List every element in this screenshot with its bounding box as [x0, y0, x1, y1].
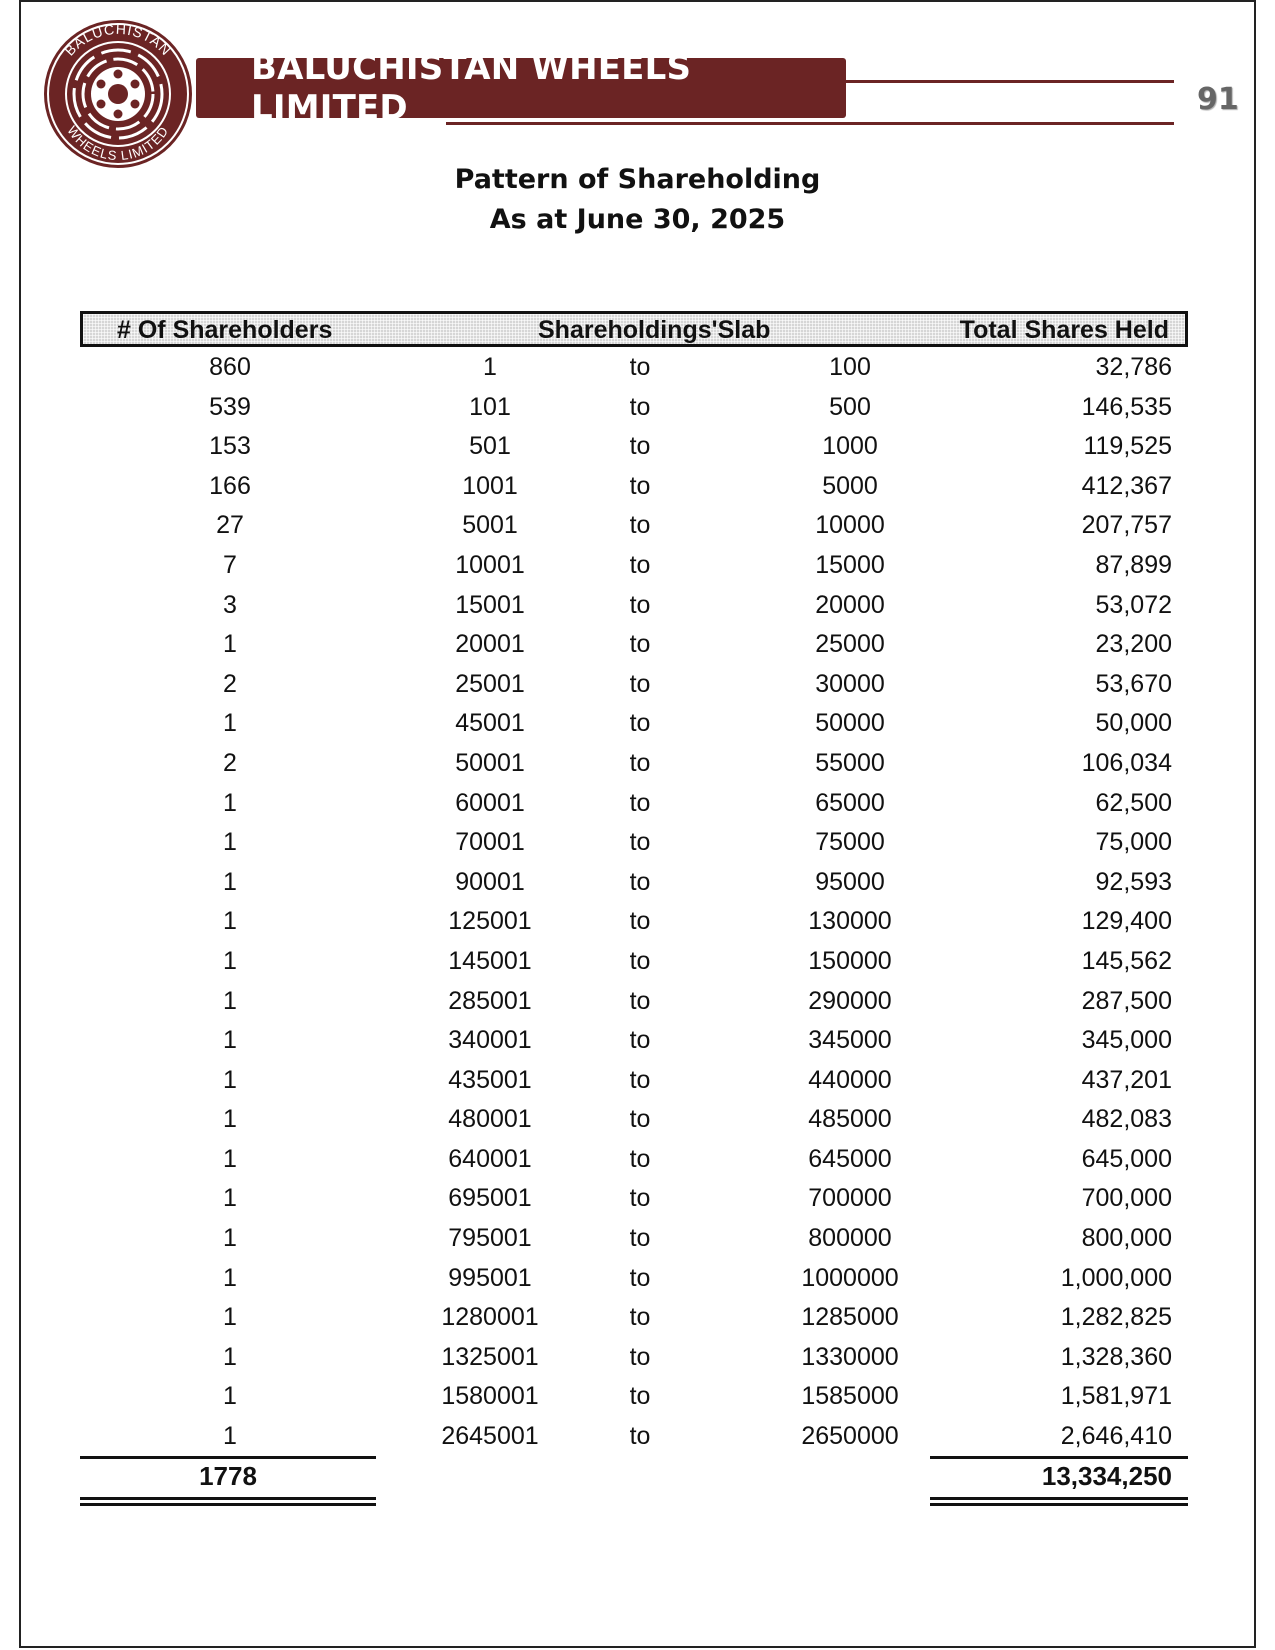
cell-slab-upper: 10000: [815, 511, 885, 540]
cell-slab-to-label: to: [629, 1224, 651, 1253]
total-shareholders: 1778: [199, 1460, 257, 1491]
table-row: [80, 664, 1188, 704]
cell-slab-to-label: to: [629, 669, 651, 698]
cell-slab-upper: 25000: [815, 630, 885, 659]
cell-slab-upper: 75000: [815, 828, 885, 857]
cell-total-shares: 1,282,825: [1060, 1303, 1172, 1332]
cell-slab-to-label: to: [629, 1303, 651, 1332]
table-row: [80, 783, 1188, 823]
cell-slab-from: 695001: [448, 1184, 532, 1213]
cell-shareholders: 1: [223, 1144, 237, 1173]
company-logo-icon: [38, 18, 198, 170]
cell-slab-to-label: to: [629, 550, 651, 579]
table-row: [80, 387, 1188, 427]
cell-shareholders: 1: [223, 1342, 237, 1371]
cell-shareholders: 1: [223, 1263, 237, 1292]
cell-slab-to-label: to: [629, 1184, 651, 1213]
svg-text:WHEELS LIMITED: WHEELS LIMITED: [64, 123, 172, 164]
table-row: [80, 1218, 1188, 1258]
cell-slab-to-label: to: [629, 392, 651, 421]
cell-shareholders: 3: [223, 590, 237, 619]
cell-shareholders: 860: [209, 353, 251, 381]
cell-slab-upper: 1285000: [801, 1303, 899, 1332]
cell-slab-upper: 50000: [815, 709, 885, 738]
cell-slab-to-label: to: [629, 1263, 651, 1292]
cell-shareholders: 166: [209, 471, 251, 500]
cell-shareholders: 1: [223, 630, 237, 659]
cell-total-shares: 75,000: [1095, 828, 1172, 857]
cell-shareholders: 1: [223, 709, 237, 738]
cell-slab-to-label: to: [629, 1422, 651, 1451]
table-row: [80, 703, 1188, 743]
table-row: [80, 585, 1188, 625]
cell-slab-upper: 700000: [808, 1184, 892, 1213]
cell-slab-from: 2645001: [441, 1422, 539, 1451]
cell-slab-upper: 150000: [808, 946, 892, 975]
table-row: [80, 426, 1188, 466]
cell-slab-to-label: to: [629, 432, 651, 461]
company-name: BALUCHISTAN WHEELS LIMITED: [251, 48, 692, 128]
table-row: [80, 1060, 1188, 1100]
cell-shareholders: 1: [223, 986, 237, 1015]
cell-slab-to-label: to: [629, 1144, 651, 1173]
cell-slab-to-label: to: [629, 1026, 651, 1055]
cell-slab-from: 501: [469, 432, 511, 461]
cell-slab-upper: 290000: [808, 986, 892, 1015]
total-shares: 13,334,250: [1041, 1460, 1172, 1491]
cell-slab-to-label: to: [629, 748, 651, 777]
cell-shareholders: 1: [223, 1224, 237, 1253]
cell-slab-upper: 65000: [815, 788, 885, 817]
cell-slab-from: 25001: [455, 669, 525, 698]
cell-total-shares: 62,500: [1095, 788, 1172, 817]
table-row: [80, 743, 1188, 783]
cell-slab-upper: 345000: [808, 1026, 892, 1055]
table-row: [80, 1099, 1188, 1139]
cell-slab-from: 5001: [462, 511, 518, 540]
cell-slab-to-label: to: [629, 353, 651, 381]
cell-total-shares: 92,593: [1095, 867, 1172, 896]
table-row: [80, 981, 1188, 1021]
cell-shareholders: 1: [223, 1105, 237, 1134]
table-row: [80, 1139, 1188, 1179]
totals-row: [80, 1456, 1188, 1506]
cell-slab-from: 70001: [455, 828, 525, 857]
table-row: [80, 1337, 1188, 1377]
cell-total-shares: 287,500: [1081, 986, 1172, 1015]
cell-total-shares: 119,525: [1083, 432, 1172, 461]
table-row: [80, 545, 1188, 585]
cell-shareholders: 27: [216, 511, 244, 540]
cell-shareholders: 153: [209, 432, 251, 461]
cell-slab-upper: 1000000: [801, 1263, 899, 1292]
table-row: [80, 624, 1188, 664]
cell-total-shares: 146,535: [1081, 392, 1172, 421]
cell-shareholders: 7: [223, 550, 237, 579]
cell-total-shares: 1,581,971: [1060, 1382, 1172, 1411]
cell-total-shares: 1,328,360: [1060, 1342, 1172, 1371]
cell-slab-to-label: to: [629, 946, 651, 975]
cell-slab-to-label: to: [629, 1342, 651, 1371]
cell-slab-from: 101: [469, 392, 511, 421]
shareholding-table: [80, 311, 1188, 1506]
table-row: [80, 1178, 1188, 1218]
cell-slab-from: 285001: [448, 986, 532, 1015]
cell-slab-upper: 20000: [815, 590, 885, 619]
cell-total-shares: 207,757: [1081, 511, 1172, 540]
cell-slab-to-label: to: [629, 630, 651, 659]
table-row: [80, 1416, 1188, 1456]
cell-slab-from: 145001: [448, 946, 532, 975]
cell-slab-upper: 485000: [808, 1105, 892, 1134]
cell-total-shares: 2,646,410: [1060, 1422, 1172, 1451]
cell-slab-to-label: to: [629, 828, 651, 857]
page-number: 91: [1197, 82, 1239, 117]
cell-shareholders: 1: [223, 946, 237, 975]
table-row: [80, 1297, 1188, 1337]
cell-slab-from: 15001: [455, 590, 525, 619]
cell-slab-from: 340001: [448, 1026, 532, 1055]
table-body: [80, 347, 1188, 1456]
cell-slab-to-label: to: [629, 986, 651, 1015]
cell-slab-upper: 100: [829, 353, 871, 381]
total-shareholders-box: [80, 1456, 376, 1497]
cell-slab-upper: 15000: [815, 550, 885, 579]
cell-total-shares: 412,367: [1081, 471, 1172, 500]
svg-text:BALUCHISTAN: BALUCHISTAN: [61, 20, 175, 59]
cell-slab-upper: 95000: [815, 867, 885, 896]
cell-slab-from: 90001: [455, 867, 525, 896]
cell-slab-from: 60001: [455, 788, 525, 817]
cell-slab-from: 640001: [448, 1144, 532, 1173]
table-row: [80, 347, 1188, 387]
table-row: [80, 1258, 1188, 1298]
header-rule-bottom: [446, 122, 1174, 125]
cell-slab-from: 795001: [448, 1224, 532, 1253]
cell-shareholders: 1: [223, 867, 237, 896]
cell-total-shares: 53,670: [1095, 669, 1172, 698]
title-line-2: As at June 30, 2025: [489, 204, 786, 235]
cell-total-shares: 23,200: [1095, 630, 1172, 659]
cell-slab-to-label: to: [629, 867, 651, 896]
cell-slab-to-label: to: [629, 1382, 651, 1411]
header-rule-top: [846, 80, 1174, 83]
table-row: [80, 862, 1188, 902]
table-row: [80, 901, 1188, 941]
cell-shareholders: 1: [223, 1026, 237, 1055]
table-row: [80, 505, 1188, 545]
table-header: [80, 311, 1188, 347]
cell-slab-from: 125001: [448, 907, 532, 936]
cell-slab-upper: 1000: [822, 432, 878, 461]
table-row: [80, 1020, 1188, 1060]
cell-total-shares: 129,400: [1081, 907, 1172, 936]
cell-slab-upper: 55000: [815, 748, 885, 777]
cell-slab-from: 995001: [448, 1263, 532, 1292]
cell-slab-upper: 5000: [822, 471, 878, 500]
cell-shareholders: 2: [223, 748, 237, 777]
table-row: [80, 1376, 1188, 1416]
cell-slab-to-label: to: [629, 709, 651, 738]
cell-slab-to-label: to: [629, 590, 651, 619]
cell-slab-from: 1580001: [441, 1382, 539, 1411]
cell-slab-from: 10001: [455, 550, 525, 579]
header-shareholders: # Of Shareholders: [117, 316, 333, 344]
header-slab: Shareholdings'Slab: [538, 316, 771, 344]
cell-slab-to-label: to: [629, 1105, 651, 1134]
cell-slab-upper: 440000: [808, 1065, 892, 1094]
cell-total-shares: 1,000,000: [1060, 1263, 1172, 1292]
cell-total-shares: 482,083: [1081, 1105, 1172, 1134]
table-row: [80, 822, 1188, 862]
cell-slab-from: 1325001: [441, 1342, 539, 1371]
cell-slab-to-label: to: [629, 1065, 651, 1094]
company-banner: [196, 48, 846, 128]
cell-slab-from: 20001: [455, 630, 525, 659]
cell-total-shares: 345,000: [1081, 1026, 1172, 1055]
cell-slab-from: 1001: [462, 471, 518, 500]
cell-shareholders: 1: [223, 788, 237, 817]
cell-slab-upper: 500: [829, 392, 871, 421]
cell-shareholders: 539: [209, 392, 251, 421]
title-line-1: Pattern of Shareholding: [454, 164, 821, 195]
total-shares-box: [930, 1456, 1188, 1497]
cell-total-shares: 50,000: [1095, 709, 1172, 738]
cell-total-shares: 87,899: [1095, 550, 1172, 579]
cell-shareholders: 2: [223, 669, 237, 698]
document-title: [0, 160, 1275, 240]
cell-total-shares: 700,000: [1081, 1184, 1172, 1213]
table-row: [80, 941, 1188, 981]
header-total-shares: Total Shares Held: [959, 316, 1169, 344]
cell-shareholders: 1: [223, 1382, 237, 1411]
cell-slab-from: 45001: [455, 709, 525, 738]
cell-total-shares: 437,201: [1081, 1065, 1172, 1094]
cell-slab-to-label: to: [629, 471, 651, 500]
cell-slab-to-label: to: [629, 788, 651, 817]
cell-shareholders: 1: [223, 828, 237, 857]
cell-slab-upper: 30000: [815, 669, 885, 698]
cell-shareholders: 1: [223, 1303, 237, 1332]
cell-slab-from: 435001: [448, 1065, 532, 1094]
cell-slab-upper: 2650000: [801, 1422, 899, 1451]
cell-shareholders: 1: [223, 1422, 237, 1451]
cell-total-shares: 106,034: [1081, 748, 1172, 777]
cell-slab-from: 1: [483, 353, 497, 381]
cell-slab-from: 480001: [448, 1105, 532, 1134]
cell-slab-upper: 1330000: [801, 1342, 899, 1371]
cell-slab-from: 50001: [455, 748, 525, 777]
cell-slab-to-label: to: [629, 907, 651, 936]
cell-slab-upper: 130000: [808, 907, 892, 936]
cell-total-shares: 145,562: [1081, 946, 1172, 975]
cell-total-shares: 800,000: [1081, 1224, 1172, 1253]
cell-slab-upper: 800000: [808, 1224, 892, 1253]
table-row: [80, 466, 1188, 506]
cell-shareholders: 1: [223, 1065, 237, 1094]
cell-total-shares: 645,000: [1081, 1144, 1172, 1173]
cell-slab-upper: 1585000: [801, 1382, 899, 1411]
cell-slab-from: 1280001: [441, 1303, 539, 1332]
cell-total-shares: 53,072: [1095, 590, 1172, 619]
cell-slab-to-label: to: [629, 511, 651, 540]
cell-shareholders: 1: [223, 907, 237, 936]
cell-shareholders: 1: [223, 1184, 237, 1213]
cell-slab-upper: 645000: [808, 1144, 892, 1173]
cell-total-shares: 32,786: [1095, 353, 1172, 381]
